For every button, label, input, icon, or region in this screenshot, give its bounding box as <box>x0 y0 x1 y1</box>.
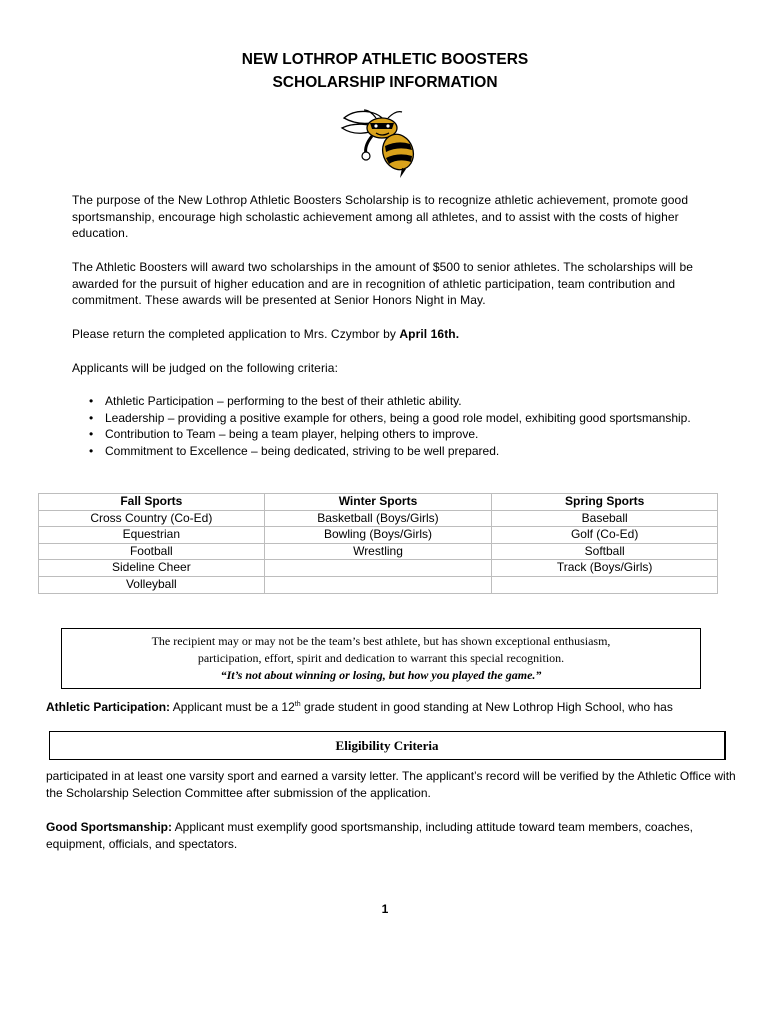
sports-table <box>38 493 718 594</box>
athletic-participation-continued: participated in at least one varsity sport and earned a varsity letter. The applicant’s record will be verified by the Athletic Office with the Scholarship Selection Committee after submission of the application. <box>46 769 736 800</box>
page-title: NEW LOTHROP ATHLETIC BOOSTERS <box>241 51 529 68</box>
table-cell: Baseball <box>492 510 718 527</box>
list-item <box>72 393 692 410</box>
table-cell: Bowling (Boys/Girls) <box>264 527 492 544</box>
award-paragraph: The Athletic Boosters will award two scholarships in the amount of $500 to senior athletes. The scholarships will be awarded for the pursuit of higher education and are in recognition of athletic participation, team contribution and commitment. These awards will be presented at Senior Honors Night in May. <box>72 260 694 308</box>
table-cell: Basketball (Boys/Girls) <box>264 510 492 527</box>
criterion-text: Leadership – providing a positive example for others, being a good role model, exhibiting good sportsmanship. <box>105 410 691 425</box>
bullet: • <box>89 410 94 425</box>
table-row <box>39 576 718 593</box>
page-number: 1 <box>381 902 389 916</box>
table-row <box>39 527 718 544</box>
return-paragraph <box>72 326 722 343</box>
table-cell: Sideline Cheer <box>39 560 265 577</box>
good-sportsmanship-text <box>46 819 736 852</box>
table-cell <box>264 560 492 577</box>
table-cell <box>264 576 492 593</box>
table-cell: Golf (Co-Ed) <box>492 527 718 544</box>
good-sportsmanship-body: Applicant must exemplify good sportsmanship, including attitude toward team members, coaches, equipment, officials, and spectators. <box>46 820 693 851</box>
eligibility-heading: Eligibility Criteria <box>49 731 726 760</box>
hornet-mascot-icon <box>336 106 434 178</box>
bullet: • <box>89 427 94 442</box>
table-header-row <box>39 494 718 511</box>
table-cell: Softball <box>492 543 718 560</box>
recognition-line: The recipient may or may not be the team’s best athlete, but has shown exceptional enthusiasm, <box>151 634 611 648</box>
bullet: • <box>89 394 94 408</box>
column-header-fall: Fall Sports <box>39 494 265 511</box>
table-cell: Football <box>39 543 265 560</box>
purpose-paragraph: The purpose of the New Lothrop Athletic Boosters Scholarship is to recognize athletic achievement, promote good sportsmanship, encourage high scholastic achievement among all athletes, and to assist with the costs of higher education. <box>72 193 689 241</box>
table-row <box>39 510 718 527</box>
table-cell: Wrestling <box>264 543 492 560</box>
athletic-text-cont: grade student in good standing at New Lothrop High School, who has <box>300 700 673 714</box>
table-cell: Cross Country (Co-Ed) <box>39 510 265 527</box>
page-subtitle: SCHOLARSHIP INFORMATION <box>272 74 498 91</box>
table-cell <box>492 576 718 593</box>
athletic-label: Athletic Participation: <box>46 700 171 714</box>
bullet: • <box>89 443 94 458</box>
return-date: April 16th. <box>399 327 460 341</box>
list-item <box>72 410 692 427</box>
return-text: Please return the completed application to Mrs. Czymbor by <box>72 327 400 341</box>
ordinal-suffix: th <box>294 701 301 708</box>
criterion-text: Contribution to Team – being a team player, helping others to improve. <box>105 427 479 442</box>
table-cell: Track (Boys/Girls) <box>492 560 718 577</box>
criterion-text: Athletic Participation – performing to the best of their athletic ability. <box>105 394 462 408</box>
column-header-winter: Winter Sports <box>264 494 492 511</box>
table-cell: Equestrian <box>39 527 265 544</box>
athletic-text: Applicant must be a 12 <box>170 700 295 714</box>
criterion-text: Commitment to Excellence – being dedicated, striving to be well prepared. <box>105 443 500 458</box>
athletic-participation-text <box>46 699 736 716</box>
criteria-list <box>72 393 692 459</box>
criteria-intro: Applicants will be judged on the following criteria: <box>72 361 339 375</box>
table-cell: Volleyball <box>39 576 265 593</box>
recognition-line: participation, effort, spirit and dedication to warrant this special recognition. <box>197 651 565 665</box>
good-sportsmanship-label: Good Sportsmanship: <box>46 820 172 834</box>
motto-quote: “It’s not about winning or losing, but how you played the game.” <box>220 668 542 682</box>
list-item <box>72 443 692 460</box>
table-row <box>39 543 718 560</box>
table-row <box>39 560 718 577</box>
list-item <box>72 426 692 443</box>
recognition-box <box>61 628 701 689</box>
column-header-spring: Spring Sports <box>492 494 718 511</box>
